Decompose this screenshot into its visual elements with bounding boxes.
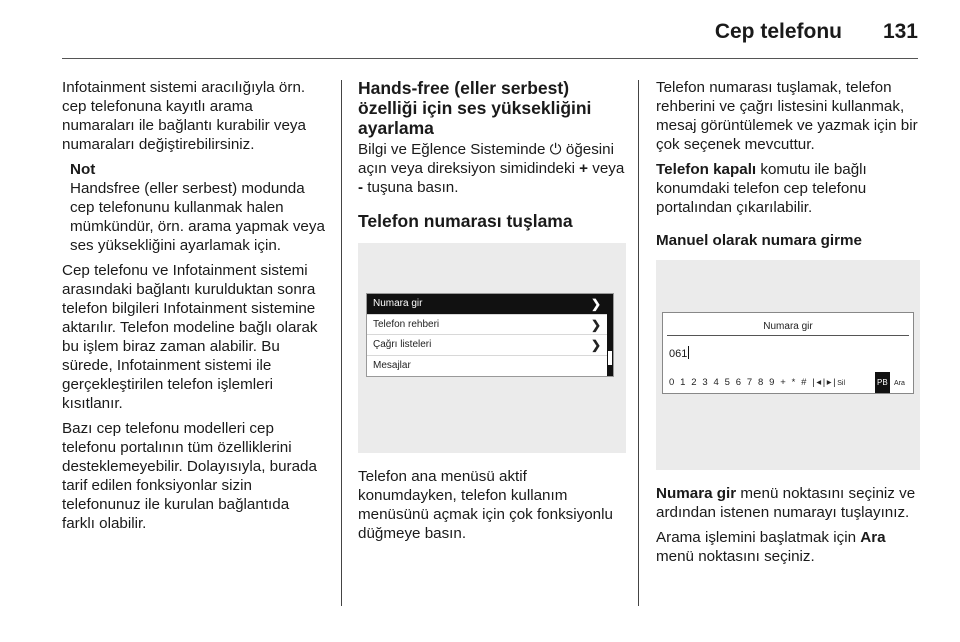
dial-heading: Telefon numarası tuşlama <box>358 211 573 231</box>
menu-item-label: Mesajlar <box>373 359 411 371</box>
menu-item-label: Telefon rehberi <box>373 318 440 330</box>
keypad-row <box>669 372 905 393</box>
number-entry-screen <box>662 312 914 394</box>
numara-gir-term: Numara gir <box>656 485 737 502</box>
note-text: Handsfree (eller serbest) modunda cep telefonunu kullanmak halen mümkündür, örn. arama yapmak veya ses yüksekliğini ayarlamak için. <box>70 180 325 254</box>
menu-paragraph: Telefon ana menüsü aktif konumdayken, telefon kullanım menüsünü açmak için çok fonksiyonlu düğmeye basın. <box>358 468 613 542</box>
menu-item-label: Çağrı listeleri <box>373 339 432 350</box>
compatibility-paragraph: Bazı cep telefonu modelleri cep telefonu portalının tüm özelliklerini desteklemeyebilir. Dolayısıyla, burada tarif edilen fonksiyonlar sizin telefonunuz ile kurulan bağlantıda farklı olabilir. <box>62 420 317 532</box>
ara-term: Ara <box>860 529 886 546</box>
text-cursor <box>688 346 689 359</box>
entered-number-text: 061 <box>669 348 688 360</box>
phone-menu-screenshot <box>358 243 626 453</box>
power-icon: ⏻ <box>549 141 562 158</box>
call-text-b: menü noktasını seçiniz. <box>656 548 815 565</box>
call-paragraph <box>656 528 926 566</box>
phonebook-badge[interactable]: PB <box>875 372 890 393</box>
entered-number[interactable] <box>669 345 689 364</box>
volume-paragraph <box>358 140 626 197</box>
disconnect-text: komutu ile bağlı konumdaki telefon cep telefonu portalından çıkarılabilir. <box>656 161 867 216</box>
disconnect-paragraph <box>656 160 926 217</box>
menu-item-label: Numara gir <box>373 298 423 309</box>
volume-heading: Hands-free (eller serbest) özelliği için ses yüksekliğini ayarlama <box>358 78 592 138</box>
intro-paragraph: Infotainment sistemi aracılığıyla örn. cep telefonuna kayıtlı arama numaraları ile bağlantı kurabilir veya numaraları değiştirebilirsiniz. <box>62 79 306 153</box>
chevron-right-icon: ❯ <box>590 317 601 332</box>
column-3 <box>656 78 926 572</box>
column-1 <box>62 78 326 539</box>
page-header <box>0 0 960 62</box>
call-key[interactable]: Ara <box>893 380 905 387</box>
menu-item-cagri-listeleri[interactable] <box>367 335 613 356</box>
connection-paragraph: Cep telefonu ve Infotainment sistemi arasındaki bağlantı kurulduktan sonra telefon bilgileri Infotainment sistemine aktarılır. Telefon modeline bağlı olarak bu işlem biraz zaman alabilir. Bu sürede, Infotainment sistemi ile gerçekleştirilen telefon işlemleri kısıtlanır. <box>62 262 318 412</box>
volume-text-d: tuşuna basın. <box>363 179 459 196</box>
telefon-kapali-term: Telefon kapalı <box>656 161 757 178</box>
options-paragraph: Telefon numarası tuşlamak, telefon rehberini ve çağrı listesini kullanmak, mesaj görüntülemek ve yazmak için bir çok seçenek mevcuttur. <box>656 79 918 153</box>
entry-screen-title: Numara gir <box>763 321 813 332</box>
menu-item-numara-gir[interactable] <box>367 294 613 315</box>
call-text-a: Arama işlemini başlatmak için <box>656 529 861 546</box>
chevron-right-icon: ❯ <box>590 338 601 352</box>
select-entry-text: menü noktasını seçiniz ve ardından istenen numarayı tuşlayınız. <box>656 485 916 521</box>
plus-key: + <box>579 160 589 177</box>
menu-item-telefon-rehberi[interactable] <box>367 315 613 336</box>
column-2 <box>358 78 626 549</box>
chevron-right-icon: ❯ <box>590 297 601 311</box>
volume-text-a: Bilgi ve Eğlence Sisteminde <box>358 141 550 158</box>
cursor-arrow-keys[interactable]: |◂|▸| <box>812 377 838 388</box>
note-block <box>62 160 326 255</box>
header-divider <box>62 58 918 59</box>
manual-entry-heading: Manuel olarak numara girme <box>656 232 862 249</box>
number-entry-screenshot <box>656 260 920 470</box>
minus-key: - <box>358 179 364 196</box>
note-label: Not <box>70 161 96 178</box>
page-number: 131 <box>882 20 918 43</box>
column-divider-1 <box>341 80 342 606</box>
entry-divider <box>667 335 909 336</box>
column-divider-2 <box>638 80 639 606</box>
volume-text-c: veya <box>588 160 625 177</box>
phone-menu <box>366 293 614 377</box>
page-title: Cep telefonu <box>714 20 842 43</box>
menu-item-mesajlar[interactable] <box>367 356 613 377</box>
select-entry-paragraph <box>656 484 926 522</box>
volume-text-b: öğesini açın veya direksiyon simidindeki <box>358 141 615 177</box>
menu-scroll-thumb[interactable] <box>607 350 613 366</box>
digit-keys[interactable]: 0 1 2 3 4 5 6 7 8 9 + * # <box>669 377 809 388</box>
delete-key[interactable]: Sil <box>837 380 846 387</box>
